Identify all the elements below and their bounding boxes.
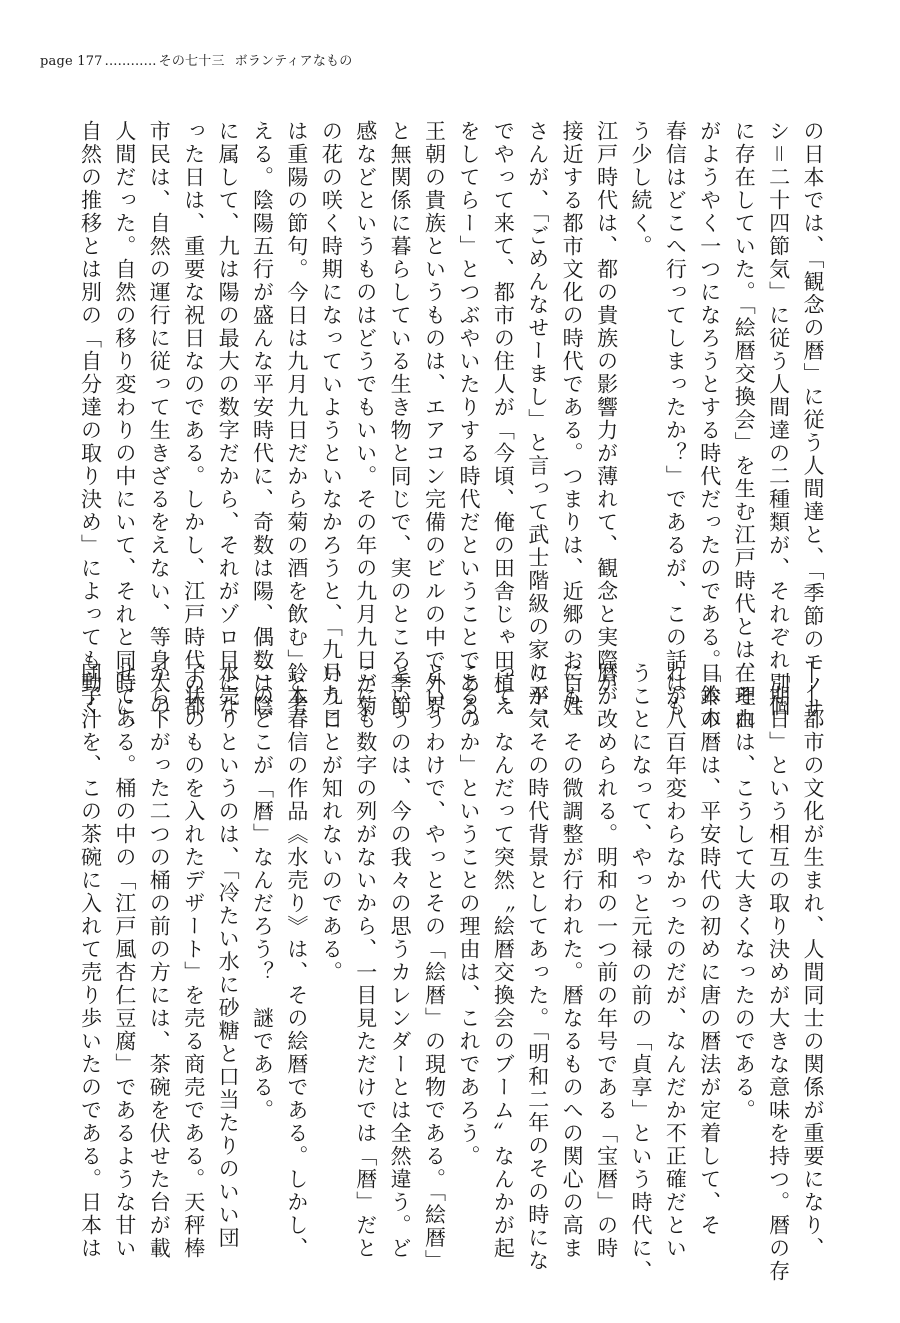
text-line: に存在していた。「絵暦交換会」を生む江戸時代とは、それ — [732, 120, 757, 731]
text-line: このどこが「暦」なんだろう？ 謎である。 — [250, 662, 275, 1122]
text-line: シ＝二十四節気」に従う人間達の二種類が、それぞれ別個 — [766, 120, 791, 718]
text-line: った日は、重要な祝日なのである。しかし、江戸時代の都 — [181, 120, 206, 718]
page-number: page 177 — [40, 54, 103, 69]
text-line: 子状のものを入れたデザート」を売る商売である。天秤棒 — [181, 662, 206, 1260]
text-line: 接近する都市文化の時代である。つまりは、近郷のお百姓 — [560, 120, 585, 718]
text-line: って、なんだって突然〝絵暦交換会のブーム〟なんかが起 — [491, 662, 516, 1260]
text-line: 鈴木春信の作品《水売り》は、その絵暦である。しかし、 — [284, 662, 309, 1260]
lower-text-block — [78, 662, 830, 1283]
text-line: でやって来て、都市の住人が「今頃、俺の田舎じゃ田植え — [491, 120, 516, 718]
text-line: 在理由は、こうして大きくなったのである。 — [732, 662, 757, 1122]
leader-dots: ............ — [104, 54, 157, 69]
text-line: 「期日」という相互の取り決めが大きな意味を持つ。暦の存 — [766, 662, 791, 1283]
text-line: こにも数字の列がないから、一目見ただけでは「暦」だと — [353, 662, 378, 1260]
text-line: れが八百年変わらなかったのだが、なんだか不正確だとい — [663, 662, 688, 1260]
text-line: は重陽の節句。今日は九月九日だから菊の酒を飲む」と考 — [284, 120, 309, 718]
text-line: 団子汁を、この茶碗に入れて売り歩いたのである。日本は — [78, 662, 103, 1260]
text-line: う少し続く。 — [628, 120, 653, 258]
running-header — [40, 50, 352, 69]
text-line: りが、その時代背景としてあった。「明和二年のその時にな — [525, 662, 550, 1273]
text-line: 自然の推移とは別の「自分達の取り決め」によっても動く — [78, 120, 103, 718]
text-line: 暦が改められる。明和の一つ前の年号である「宝暦」の時 — [594, 662, 619, 1260]
text-line: と無関係に暮らしている生き物と同じで、実のところ季節 — [388, 120, 413, 718]
chapter-title: ボランティアなもの — [234, 54, 353, 69]
text-line: 日本の暦は、平安時代の初めに唐の暦法が定着して、そ — [697, 662, 722, 1237]
text-line: ――都市の文化が生まれ、人間同士の関係が重要になり、 — [801, 662, 825, 1260]
text-line: をしてらー」とつぶやいたりする時代だということである。 — [456, 120, 481, 741]
text-line: うことになって、やっと元禄の前の「貞享」という時代に、 — [628, 662, 653, 1283]
text-line: がようやく一つになろうとする時代だったのである。「鈴木 — [697, 120, 722, 731]
text-line: 人間だった。自然の移り変わりの中にいて、それと同時に、 — [112, 120, 137, 741]
text-line: せてある。桶の中の「江戸風杏仁豆腐」であるような甘い — [112, 662, 137, 1260]
text-line: から下がった二つの桶の前の方には、茶碗を伏せた台が載 — [147, 662, 172, 1260]
text-line: こるのか」ということの理由は、これであろう。 — [456, 662, 481, 1168]
text-line: いうことが知れないのである。 — [319, 662, 344, 984]
text-line: 江戸時代は、都の貴族の影響力が薄れて、観念と実際が — [594, 120, 619, 695]
text-line: さんが、「ごめんなせーまし」と言って武士階級の家に平気 — [525, 120, 550, 731]
text-line: える。陰陽五行が盛んな平安時代に、奇数は陽、偶数は陰 — [250, 120, 275, 718]
chapter-number: その七十三 — [158, 54, 225, 69]
text-line: の花の咲く時期になっていようといなかろうと、「九月九日 — [319, 120, 344, 731]
text-line: 市民は、自然の運行に従って生きざるをえない、等身大の — [147, 120, 172, 718]
text-line: 水売りというのは、「冷たい水に砂糖と口当たりのいい団 — [216, 662, 241, 1250]
text-line: の日本では、「観念の暦」に従う人間達と、「季節のモノサ — [801, 120, 825, 720]
text-line: というのは、今の我々の思うカレンダーとは全然違う。ど — [388, 662, 413, 1260]
text-line: 感などというものはどうでもいい。その年の九月九日が菊 — [353, 120, 378, 718]
text-line: 春信はどこへ行ってしまったか？」であるが、この話はも — [663, 120, 688, 718]
upper-text-block — [78, 120, 830, 741]
text-line: にも、その微調整が行われた。暦なるものへの関心の高ま — [560, 662, 585, 1260]
text-line: というわけで、やっとその「絵暦」の現物である。「絵暦」 — [422, 662, 447, 1273]
text-line: に属して、九は陽の最大の数字だから、それがゾロ目にな — [216, 120, 241, 718]
text-line: 王朝の貴族というものは、エアコン完備のビルの中で外界 — [422, 120, 447, 718]
